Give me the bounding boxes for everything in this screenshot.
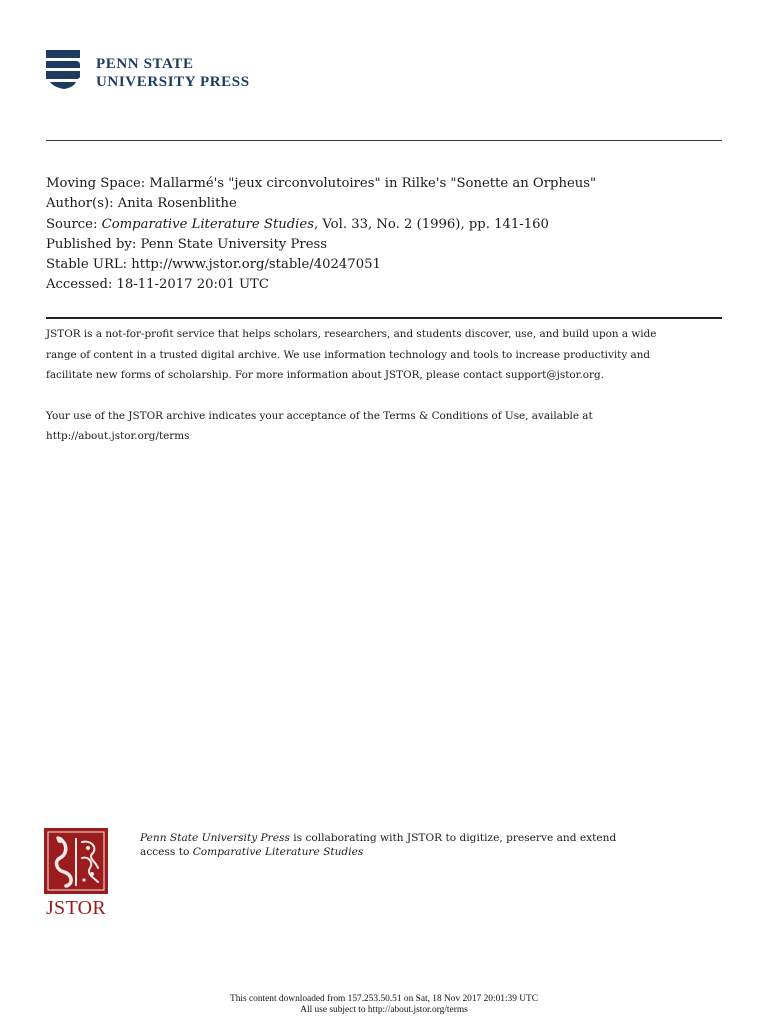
article-title: Moving Space: Mallarmé's "jeux circonvolutoires" in Rilke's "Sonette an Orpheus"	[46, 176, 597, 191]
terms-link[interactable]: http://about.jstor.org/terms	[46, 430, 190, 443]
jstor-wordmark: JSTOR	[45, 897, 107, 919]
info-line: range of content in a trusted digital archive. We use information technology and tools to increase productivity and	[46, 348, 651, 361]
collaboration-note	[140, 832, 720, 859]
footer-terms-link[interactable]: All use subject to http://about.jstor.org/terms	[300, 1005, 468, 1015]
collab-line-2	[140, 846, 720, 860]
accessed-date: Accessed: 18-11-2017 20:01 UTC	[46, 277, 269, 293]
stable-url-link[interactable]: Stable URL: http://www.jstor.org/stable/40247051	[46, 257, 381, 273]
publisher-name-line2: UNIVERSITY PRESS	[96, 74, 250, 90]
citation-block	[46, 174, 736, 296]
middle-divider	[46, 317, 722, 319]
jstor-info	[46, 324, 726, 447]
published-by: Published by: Penn State University Press	[46, 236, 328, 252]
collab-text: is collaborating with JSTOR to digitize, preserve and extend	[289, 832, 617, 844]
source-journal: Comparative Literature Studies	[101, 216, 314, 232]
info-line: JSTOR is a not-for-profit service that helps scholars, researchers, and students discover, use, and build upon a wide	[46, 328, 657, 340]
article-author: Author(s): Anita Rosenblithe	[46, 196, 237, 212]
info-line: facilitate new forms of scholarship. For more information about JSTOR, please contact support@jstor.org.	[46, 369, 604, 382]
top-divider	[46, 140, 722, 141]
jstor-about-paragraph	[46, 324, 726, 386]
publisher-logo	[46, 50, 306, 92]
source-prefix: Source:	[46, 216, 102, 232]
jstor-logo	[44, 828, 110, 920]
jstor-emblem-icon	[44, 828, 108, 894]
download-footer	[0, 994, 768, 1016]
source-details: , Vol. 33, No. 2 (1996), pp. 141-160	[313, 216, 549, 232]
collab-publisher: Penn State University Press	[140, 832, 290, 844]
publisher-name-line1: PENN STATE	[96, 56, 194, 72]
penn-state-shield-icon	[46, 50, 82, 90]
collab-access-prefix: access to	[140, 845, 193, 858]
terms-paragraph	[46, 406, 726, 447]
collab-line-1	[140, 832, 720, 846]
article-source	[46, 215, 736, 235]
footer-download-info: This content downloaded from 157.253.50.51 on Sat, 18 Nov 2017 20:01:39 UTC	[229, 994, 539, 1004]
info-line: Your use of the JSTOR archive indicates your acceptance of the Terms & Conditions of Use, available at	[46, 409, 593, 422]
collab-journal: Comparative Literature Studies	[192, 845, 364, 858]
